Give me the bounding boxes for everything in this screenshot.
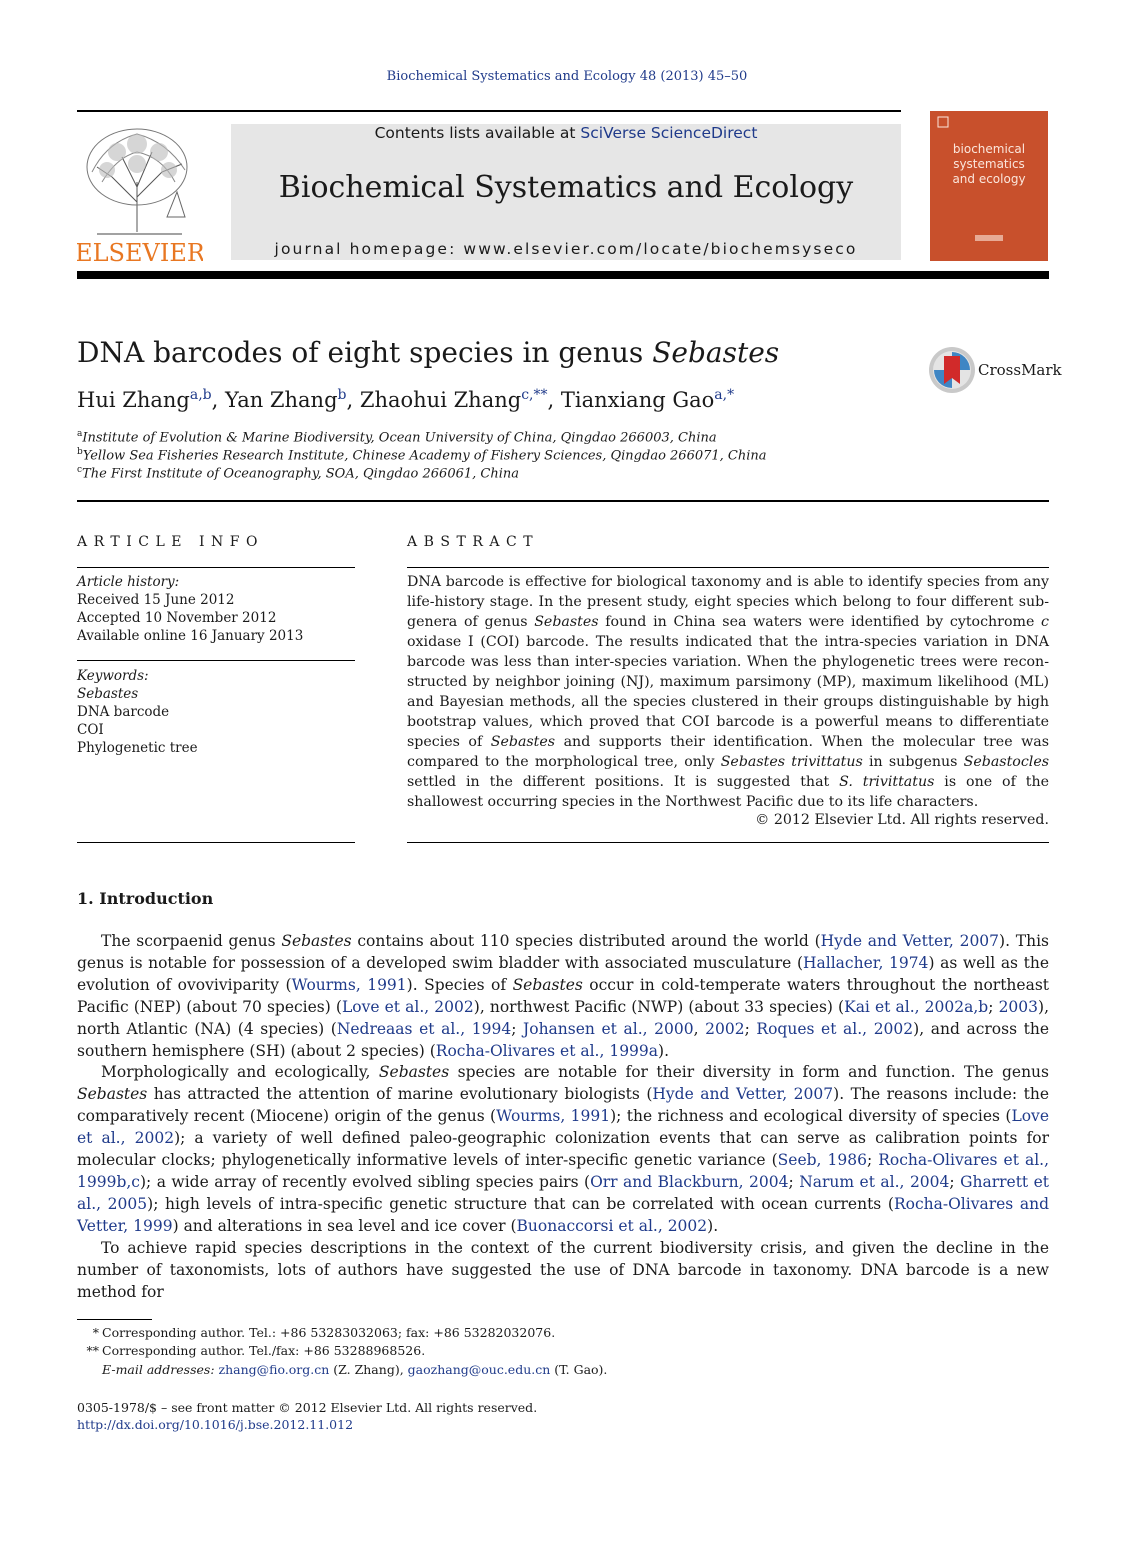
divider (77, 660, 355, 661)
cover-title: biochemical systematics and ecology (952, 142, 1026, 186)
text-run: ). The reasons include: the comparatively recent (Miocene) origin of the genus ( (77, 1085, 1049, 1126)
text-run: has attracted the attention of marine evolutionary biologists ( (147, 1085, 653, 1104)
section-heading-introduction: 1. Introduction (77, 889, 214, 908)
text-run: occur in cold-temperate waters throughout the northeast Pacific (NEP) (about 70 species) ( (77, 975, 1050, 1016)
citation-link[interactable]: Orr and Blackburn, 2004 (590, 1172, 789, 1191)
cover-emblem-icon (936, 115, 950, 129)
citation-link[interactable]: Johansen et al., 2000 (523, 1019, 694, 1038)
paragraph (77, 1238, 1049, 1304)
homepage-link[interactable]: www.elsevier.com/locate/biochemsyseco (463, 240, 858, 258)
citation-link[interactable]: Seeb, 1986 (777, 1151, 867, 1170)
svg-text:ELSEVIER: ELSEVIER (77, 239, 203, 264)
text-run: ), northwest Pacific (NWP) (about 33 species) ( (473, 997, 845, 1016)
affiliation-a: $^a$Institute of Evolution & Marine Biodiversity, Ocean University of China, Qingdao 266003, China (77, 429, 717, 446)
italic-term: Sebastes (534, 614, 599, 630)
text-run: ); high levels of intra-specific genetic structure that can be correlated with ocean currents ( (147, 1194, 894, 1213)
keywords: Keywords: Sebastes DNA barcode COI Phylogenetic tree (77, 667, 355, 757)
citation-link[interactable]: Rocha-Olivares et al., 1999b,c (77, 1151, 1050, 1191)
text-run: ; (511, 1019, 524, 1038)
introduction-body (77, 931, 1049, 1303)
text-run: DNA barcode is effective for biological taxonomy and is able to identify species from any life-history stage. In the present study, eight species which belong to four different sub-genera of genus (407, 574, 1049, 630)
journal-title: Biochemical Systematics and Ecology (278, 170, 854, 205)
citation-link[interactable]: Hyde and Vetter, 2007 (652, 1085, 834, 1104)
text-run: ; (949, 1172, 961, 1191)
author-marks[interactable]: b (337, 387, 347, 403)
citation-link[interactable]: Roques et al., 2002 (756, 1019, 914, 1038)
article-title: DNA barcodes of eight species in genus Sebastes (77, 336, 780, 369)
text-run: ). (658, 1041, 670, 1060)
journal-homepage: journal homepage: www.elsevier.com/locate/biochemsyseco (274, 240, 858, 258)
text-run: ) and alterations in sea level and ice cover ( (172, 1216, 517, 1235)
author-marks[interactable]: c,** (521, 387, 548, 403)
divider (77, 567, 355, 568)
text-run: ), north Atlantic (NA) (4 species) ( (77, 997, 1049, 1038)
footnote-rule (77, 1319, 152, 1320)
italic-term: S. trivittatus (839, 774, 935, 790)
text-run: ; (788, 1172, 800, 1191)
author-name[interactable]: Yan Zhang (224, 388, 338, 412)
cover-sciencedirect-icon (974, 231, 1004, 245)
abstract-copyright: © 2012 Elsevier Ltd. All rights reserved. (755, 812, 1049, 828)
text-run: and supports their identification. When the molecular tree was compared to the morphological tree, only (407, 734, 1049, 770)
text-run: found in China sea waters were identified by cytochrome (598, 614, 1042, 630)
citation-link[interactable]: Love et al., 2002 (341, 997, 474, 1016)
front-matter: 0305-1978/$ – see front matter © 2012 Elsevier Ltd. All rights reserved. (77, 1400, 538, 1415)
citation-link[interactable]: Kai et al., 2002a,b (844, 997, 989, 1016)
keyword: COI (77, 722, 104, 738)
journal-cover (930, 111, 1048, 261)
accepted-date: Accepted 10 November 2012 (77, 610, 277, 626)
paragraph (77, 1062, 1049, 1237)
text-run: ). This genus is notable for possession of a developed swim bladder with associated musculature ( (77, 932, 1049, 972)
citation-link[interactable]: Rocha-Olivares and Vetter, 1999 (77, 1194, 1050, 1235)
citation-link[interactable]: Hyde and Vetter, 2007 (820, 932, 1000, 950)
affiliation-rule (77, 500, 1049, 502)
paragraph (77, 931, 1049, 1062)
citation-link[interactable]: Hallacher, 1974 (803, 953, 929, 972)
footnote-emails: E-mail addresses: zhang@fio.org.cn (Z. Zhang), gaozhang@ouc.edu.cn (T. Gao). (102, 1362, 608, 1377)
author-list: Hui Zhang$^{a,b}$, Yan Zhang$^b$, Zhaohui Zhang$^{c,**}$, Tianxiang Gao$^{a,*}$ (77, 387, 735, 412)
text-run: ; (866, 1151, 879, 1170)
text-run: ) as well as the evolution of ovoviviparity ( (77, 953, 1049, 994)
text-run: The scorpaenid genus (101, 932, 282, 950)
citation-link[interactable]: Wourms, 1991 (496, 1107, 611, 1126)
elsevier-logo (77, 122, 203, 264)
abstract-text (407, 572, 1049, 812)
text-run: To achieve rapid species descriptions in the context of the current biodiversity crisis, and given the decline in the number of taxonomists, lots of authors have suggested the use of DNA barcode in taxonomy. DNA barcode is a new method for (77, 1238, 1049, 1301)
italic-term: Sebastes (378, 1063, 450, 1082)
citation-link[interactable]: Buonaccorsi et al., 2002 (516, 1216, 708, 1235)
citation-link[interactable]: Love et al., 2002 (77, 1107, 1049, 1148)
article-history: Article history: Received 15 June 2012 Accepted 10 November 2012 Available online 16 January 2013 (77, 573, 355, 645)
text-run: , (693, 1019, 706, 1038)
received-date: Received 15 June 2012 (77, 592, 235, 608)
italic-term: Sebastes trivittatus (720, 754, 863, 770)
citation-link[interactable]: 2003 (998, 997, 1039, 1016)
author-marks[interactable]: a,* (714, 387, 735, 403)
affiliation-c: $^c$The First Institute of Oceanography, SOA, Qingdao 266061, China (77, 465, 520, 482)
divider (77, 842, 355, 843)
journal-citation[interactable]: Biochemical Systematics and Ecology 48 (2013) 45–50 (386, 69, 748, 84)
text-run: ), and across the southern hemisphere (SH) (about 2 species) ( (77, 1019, 1050, 1060)
keyword: Phylogenetic tree (77, 740, 198, 756)
divider (407, 567, 1049, 568)
text-run: ; (988, 997, 999, 1016)
text-run: species are notable for their diversity in form and function. The genus (449, 1063, 1049, 1082)
citation-link[interactable]: 2002 (705, 1019, 745, 1038)
italic-term: c (1041, 614, 1049, 630)
author-name[interactable]: Hui Zhang (77, 388, 190, 412)
text-run: settled in the different positions. It is suggested that (407, 774, 840, 790)
footnote-corresponding-1: * Corresponding author. Tel.: +86 53283032063; fax: +86 53282032076. (92, 1325, 556, 1340)
footnote-corresponding-2: ** Corresponding author. Tel./fax: +86 53288968526. (86, 1343, 426, 1358)
italic-term: Sebastocles (963, 754, 1049, 770)
author-name[interactable]: Zhaohui Zhang (359, 388, 522, 412)
citation-link[interactable]: Narum et al., 2004 (799, 1172, 950, 1191)
email-link[interactable]: gaozhang@ouc.edu.cn (407, 1362, 551, 1377)
keyword: DNA barcode (77, 704, 170, 720)
text-run: ; (744, 1019, 757, 1038)
email-link[interactable]: zhang@fio.org.cn (218, 1362, 330, 1377)
online-date: Available online 16 January 2013 (77, 628, 304, 644)
crossmark-icon (928, 346, 976, 394)
text-run: ); a variety of well defined paleo-geographic colonization events that can serve as calibration points for molecular clocks; phylogenetically informative levels of inter-specific genetic variance ( (77, 1129, 1049, 1170)
text-run: in subgenus (862, 754, 964, 770)
contents-line: Contents lists available at SciVerse ScienceDirect (374, 124, 758, 142)
text-run: ); a wide array of recently evolved sibling species pairs ( (139, 1172, 591, 1191)
text-run: oxidase I (COI) barcode. The results indicated that the intra-species variation in DNA barcode was less than inter-species variation. When the phylogenetic trees were recon-structed by neighbor joining (NJ), maximum parsimony (MP), maximum likelihood (ML) and Bayesian methods, all the species clustered in their groups distinguishable by high bootstrap values, which proved that COI barcode is a powerful means to differentiate species of (407, 634, 1049, 750)
citation-link[interactable]: Gharrett et al., 2005 (77, 1172, 1050, 1213)
citation-link[interactable]: Rocha-Olivares et al., 1999a (435, 1041, 659, 1060)
italic-term: Sebastes (512, 975, 583, 994)
citation-link[interactable]: Wourms, 1991 (291, 975, 407, 994)
keyword: Sebastes (77, 686, 139, 702)
citation-link[interactable]: Nedreaas et al., 1994 (336, 1019, 512, 1038)
text-run: Morphologically and ecologically, (101, 1063, 379, 1082)
text-run: ); the richness and ecological diversity of species ( (610, 1107, 1012, 1126)
italic-term: Sebastes (77, 1085, 148, 1104)
author-name[interactable]: Tianxiang Gao (560, 388, 715, 412)
doi-link[interactable]: http://dx.doi.org/10.1016/j.bse.2012.11.012 (77, 1417, 354, 1432)
sciencedirect-link[interactable]: SciVerse ScienceDirect (580, 124, 758, 142)
author-marks[interactable]: a,b (189, 387, 212, 403)
abstract-heading: ABSTRACT (407, 534, 540, 550)
italic-term: Sebastes (281, 932, 352, 950)
text-run: ). (707, 1216, 719, 1235)
affiliation-b: $^b$Yellow Sea Fisheries Research Institute, Chinese Academy of Fishery Sciences, Qingdao 266071, China (77, 447, 767, 464)
divider (407, 842, 1049, 843)
header-thick-rule (77, 271, 1049, 279)
crossmark-label[interactable]: CrossMark (978, 361, 1062, 379)
text-run: contains about 110 species distributed around the world ( (351, 932, 821, 950)
header-rule (77, 110, 901, 112)
text-run: ). Species of (406, 975, 513, 994)
text-run: is one of the shallowest occurring species in the Northwest Pacific due to its life characters. (407, 774, 1049, 810)
italic-term: Sebastes (490, 734, 556, 750)
article-info-heading: ARTICLE INFO (77, 534, 264, 550)
